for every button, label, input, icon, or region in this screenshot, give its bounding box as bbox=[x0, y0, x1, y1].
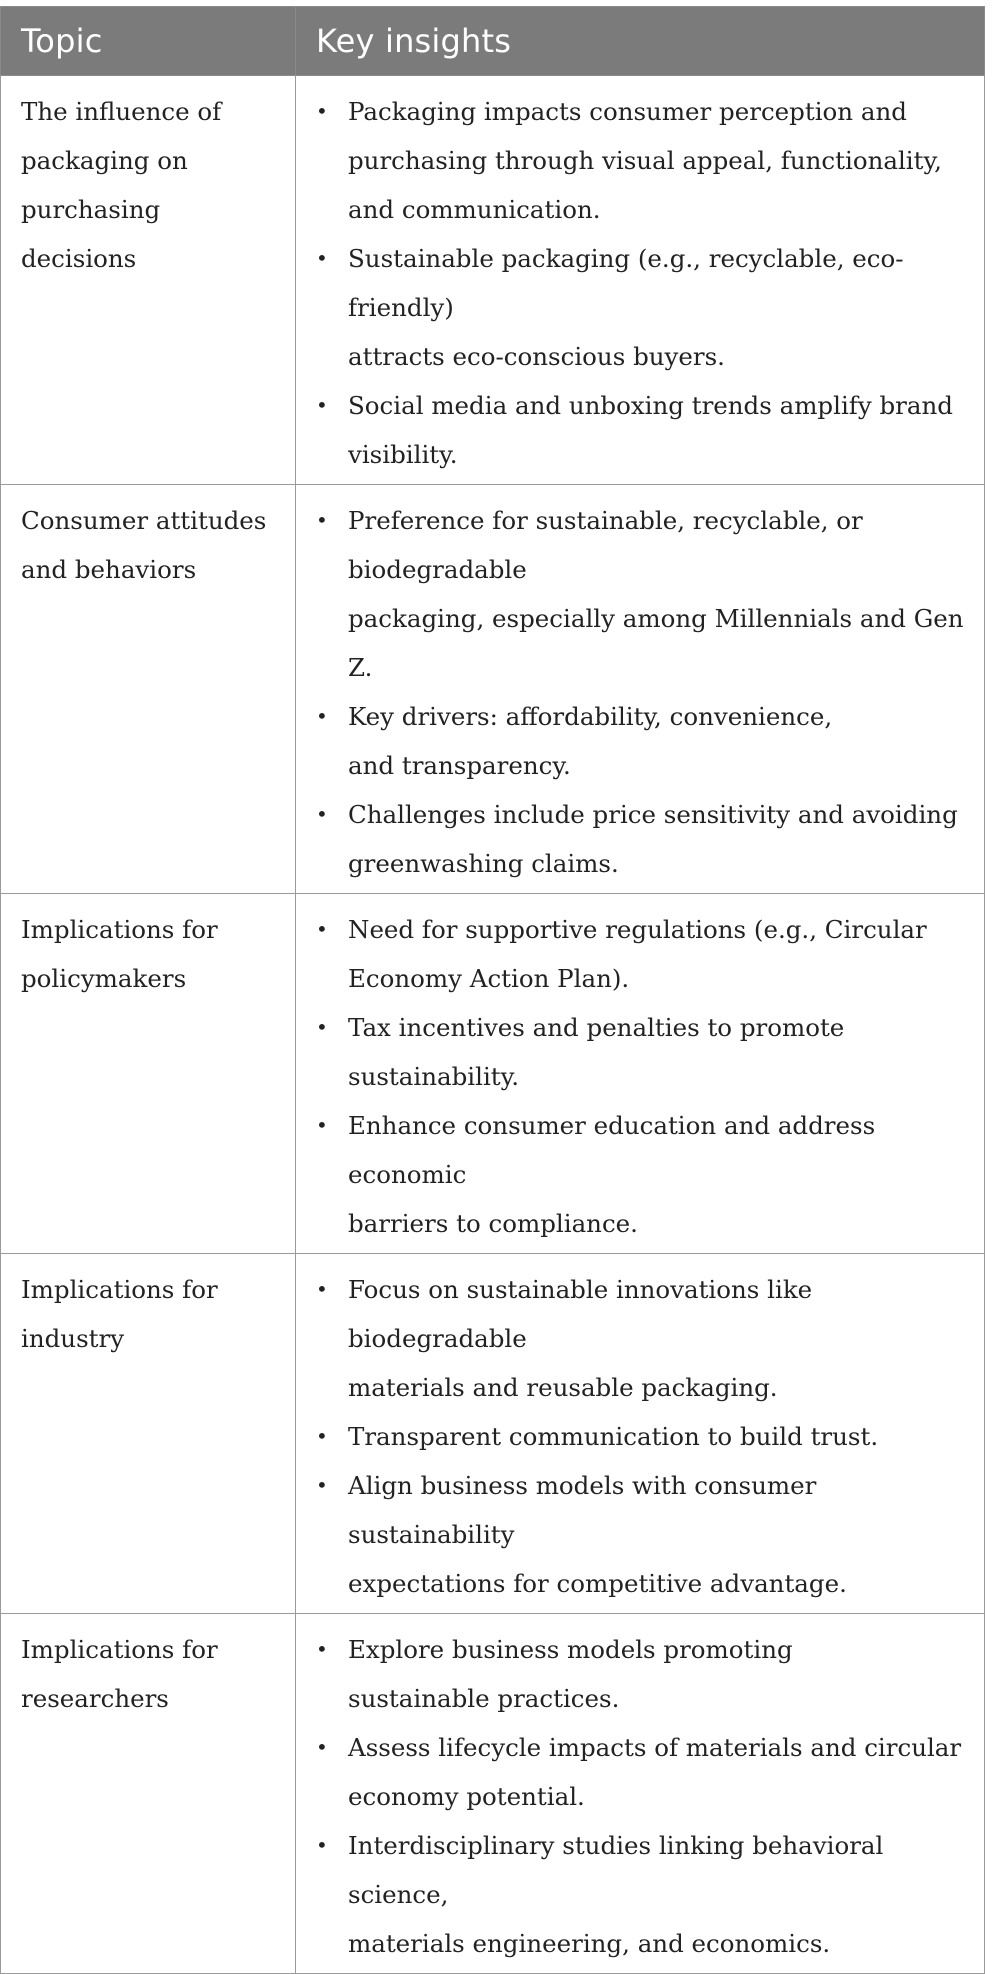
insights-list bbox=[316, 87, 974, 479]
topic-line: industry bbox=[21, 1324, 125, 1353]
insights-table-container bbox=[0, 6, 984, 1974]
insight-line: Packaging impacts consumer perception and bbox=[348, 97, 907, 126]
insight-item bbox=[316, 87, 974, 234]
insight-line: materials engineering, and economics. bbox=[348, 1929, 831, 1958]
bullet-icon: • bbox=[316, 704, 328, 728]
insight-line: expectations for competitive advantage. bbox=[348, 1569, 847, 1598]
insight-line: and transparency. bbox=[348, 751, 571, 780]
insights-list bbox=[316, 1625, 974, 1968]
bullet-icon: • bbox=[316, 1113, 328, 1137]
insight-item bbox=[316, 1461, 974, 1608]
insight-item bbox=[316, 381, 974, 479]
table-row bbox=[1, 894, 985, 1254]
insight-line: Align business models with consumer sustainability bbox=[348, 1471, 817, 1549]
topic-line: Consumer attitudes bbox=[21, 506, 267, 535]
table-row bbox=[1, 1254, 985, 1614]
insights-list bbox=[316, 905, 974, 1248]
insight-line: Explore business models promoting bbox=[348, 1635, 793, 1664]
insight-line: Interdisciplinary studies linking behavioral science, bbox=[348, 1831, 884, 1909]
insight-line: sustainable practices. bbox=[348, 1684, 620, 1713]
bullet-icon: • bbox=[316, 1424, 328, 1448]
table-row bbox=[1, 485, 985, 894]
insight-line: packaging, especially among Millennials and Gen Z. bbox=[348, 604, 964, 682]
insights-cell bbox=[296, 1254, 985, 1614]
table-row bbox=[1, 1614, 985, 1974]
header-topic: Topic bbox=[1, 7, 296, 76]
bullet-icon: • bbox=[316, 1833, 328, 1857]
bullet-icon: • bbox=[316, 508, 328, 532]
insight-line: greenwashing claims. bbox=[348, 849, 619, 878]
insights-list bbox=[316, 496, 974, 888]
topic-cell bbox=[1, 76, 296, 485]
insight-line: visibility. bbox=[348, 440, 458, 469]
header-row bbox=[1, 7, 985, 76]
insight-line: and communication. bbox=[348, 195, 601, 224]
insight-line: Challenges include price sensitivity and avoiding bbox=[348, 800, 958, 829]
insight-line: Tax incentives and penalties to promote sustainability. bbox=[348, 1013, 845, 1091]
insight-line: Transparent communication to build trust. bbox=[348, 1422, 879, 1451]
bullet-icon: • bbox=[316, 802, 328, 826]
topic-line: Implications for bbox=[21, 1275, 218, 1304]
insight-item bbox=[316, 1412, 974, 1461]
topic-line: and behaviors bbox=[21, 555, 197, 584]
bullet-icon: • bbox=[316, 99, 328, 123]
insight-item bbox=[316, 790, 974, 888]
insight-line: Preference for sustainable, recyclable, or biodegradable bbox=[348, 506, 863, 584]
bullet-icon: • bbox=[316, 1277, 328, 1301]
bullet-icon: • bbox=[316, 246, 328, 270]
insights-cell bbox=[296, 894, 985, 1254]
topic-line: Implications for bbox=[21, 915, 218, 944]
topic-line: Implications for bbox=[21, 1635, 218, 1664]
insight-item bbox=[316, 1625, 974, 1723]
insight-line: economy potential. bbox=[348, 1782, 585, 1811]
insights-cell bbox=[296, 1614, 985, 1974]
bullet-icon: • bbox=[316, 1735, 328, 1759]
insight-line: Sustainable packaging (e.g., recyclable, eco-friendly) bbox=[348, 244, 904, 322]
insight-line: Enhance consumer education and address economic bbox=[348, 1111, 876, 1189]
insight-item bbox=[316, 692, 974, 790]
insight-line: barriers to compliance. bbox=[348, 1209, 638, 1238]
topic-line: researchers bbox=[21, 1684, 169, 1713]
bullet-icon: • bbox=[316, 1473, 328, 1497]
insights-cell bbox=[296, 485, 985, 894]
bullet-icon: • bbox=[316, 1015, 328, 1039]
insights-table bbox=[0, 6, 985, 1974]
insight-item bbox=[316, 1003, 974, 1101]
topic-cell bbox=[1, 1614, 296, 1974]
topic-line: packaging on bbox=[21, 146, 188, 175]
topic-cell bbox=[1, 1254, 296, 1614]
insight-item bbox=[316, 1821, 974, 1968]
bullet-icon: • bbox=[316, 1637, 328, 1661]
insights-cell bbox=[296, 76, 985, 485]
insight-line: Economy Action Plan). bbox=[348, 964, 630, 993]
insight-line: Need for supportive regulations (e.g., Circular bbox=[348, 915, 927, 944]
insight-line: attracts eco-conscious buyers. bbox=[348, 342, 725, 371]
table-body bbox=[1, 76, 985, 1974]
header-key-insights: Key insights bbox=[296, 7, 985, 76]
insights-list bbox=[316, 1265, 974, 1608]
bullet-icon: • bbox=[316, 917, 328, 941]
table-row bbox=[1, 76, 985, 485]
insight-line: Key drivers: affordability, convenience, bbox=[348, 702, 833, 731]
insight-item bbox=[316, 1101, 974, 1248]
topic-line: The influence of bbox=[21, 97, 222, 126]
insight-item bbox=[316, 1723, 974, 1821]
insight-line: Social media and unboxing trends amplify brand bbox=[348, 391, 953, 420]
insight-line: Focus on sustainable innovations like biodegradable bbox=[348, 1275, 813, 1353]
insight-line: purchasing through visual appeal, functionality, bbox=[348, 146, 942, 175]
topic-line: purchasing decisions bbox=[21, 195, 161, 273]
insight-line: Assess lifecycle impacts of materials and circular bbox=[348, 1733, 962, 1762]
bullet-icon: • bbox=[316, 393, 328, 417]
topic-cell bbox=[1, 894, 296, 1254]
topic-cell bbox=[1, 485, 296, 894]
insight-item bbox=[316, 234, 974, 381]
topic-line: policymakers bbox=[21, 964, 187, 993]
table-header bbox=[1, 7, 985, 76]
insight-line: materials and reusable packaging. bbox=[348, 1373, 778, 1402]
insight-item bbox=[316, 496, 974, 692]
insight-item bbox=[316, 1265, 974, 1412]
insight-item bbox=[316, 905, 974, 1003]
